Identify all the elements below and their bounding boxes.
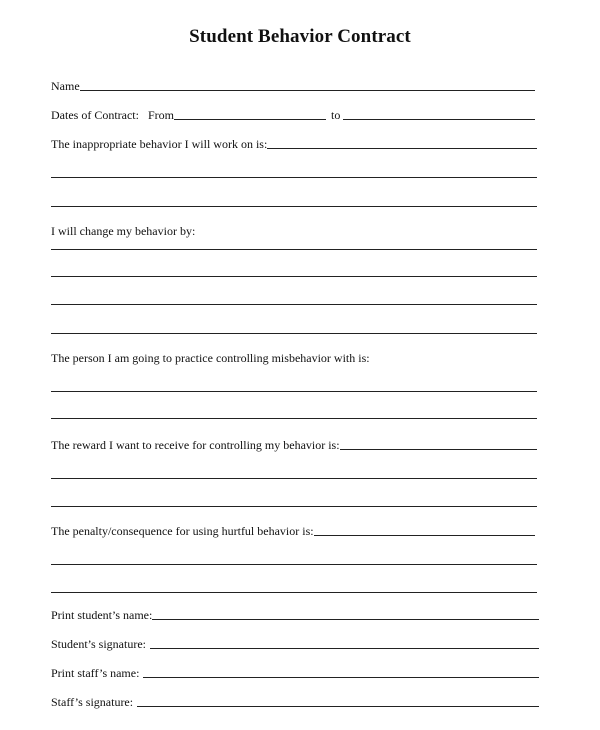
reward-label: The reward I want to receive for controlling my behavior is:: [51, 438, 340, 452]
student-name-row: [51, 606, 539, 622]
writing-line[interactable]: [51, 333, 537, 334]
person-line-2: [51, 405, 537, 421]
document-title: Student Behavior Contract: [189, 26, 411, 47]
staff-signature-blank[interactable]: [137, 706, 539, 707]
dates-label: Dates of Contract:: [51, 108, 139, 122]
dates-row: [51, 106, 535, 122]
student-signature-blank[interactable]: [150, 648, 539, 649]
writing-line[interactable]: [51, 478, 537, 479]
change-line-4: [51, 320, 537, 336]
penalty-line-2: [51, 579, 537, 595]
reward-line-2: [51, 493, 537, 509]
name-row: [51, 77, 535, 93]
penalty-line-1: [51, 551, 537, 567]
staff-name-row: [51, 664, 539, 680]
student-name-label: Print student’s name:: [51, 608, 153, 622]
to-label: to: [331, 108, 341, 122]
student-signature-label: Student’s signature:: [51, 637, 146, 651]
student-name-blank[interactable]: [152, 619, 539, 620]
staff-name-label: Print staff’s name:: [51, 666, 140, 680]
writing-line[interactable]: [51, 418, 537, 419]
inappropriate-line-2: [51, 193, 537, 209]
staff-signature-label: Staff’s signature:: [51, 695, 134, 709]
student-signature-row: [51, 635, 539, 651]
person-label: The person I am going to practice controlling misbehavior with is:: [51, 351, 370, 365]
writing-line[interactable]: [51, 304, 537, 305]
writing-line[interactable]: [51, 391, 537, 392]
penalty-row: [51, 522, 535, 538]
writing-line[interactable]: [51, 592, 537, 593]
staff-name-blank[interactable]: [143, 677, 539, 678]
change-line-2: [51, 263, 537, 279]
inappropriate-row: [51, 135, 537, 151]
reward-line-1: [51, 465, 537, 481]
inappropriate-label: The inappropriate behavior I will work on is:: [51, 137, 268, 151]
change-line-1: [51, 236, 537, 252]
to-date-blank[interactable]: [343, 119, 535, 120]
name-blank[interactable]: [80, 90, 535, 91]
writing-line[interactable]: [51, 276, 537, 277]
change-line-3: [51, 291, 537, 307]
writing-line[interactable]: [51, 564, 537, 565]
penalty-blank[interactable]: [314, 535, 535, 536]
change-label: I will change my behavior by:: [51, 224, 196, 238]
person-line-1: [51, 378, 537, 394]
name-label: Name: [51, 79, 80, 93]
from-label: From: [147, 108, 174, 122]
inappropriate-line-1: [51, 164, 537, 180]
writing-line[interactable]: [51, 206, 537, 207]
reward-blank[interactable]: [340, 449, 537, 450]
reward-row: [51, 436, 537, 452]
penalty-label: The penalty/consequence for using hurtful behavior is:: [51, 524, 314, 538]
writing-line[interactable]: [51, 249, 537, 250]
inappropriate-blank[interactable]: [267, 148, 537, 149]
writing-line[interactable]: [51, 177, 537, 178]
person-row: [51, 349, 537, 365]
from-date-blank[interactable]: [174, 119, 326, 120]
staff-signature-row: [51, 693, 539, 709]
writing-line[interactable]: [51, 506, 537, 507]
